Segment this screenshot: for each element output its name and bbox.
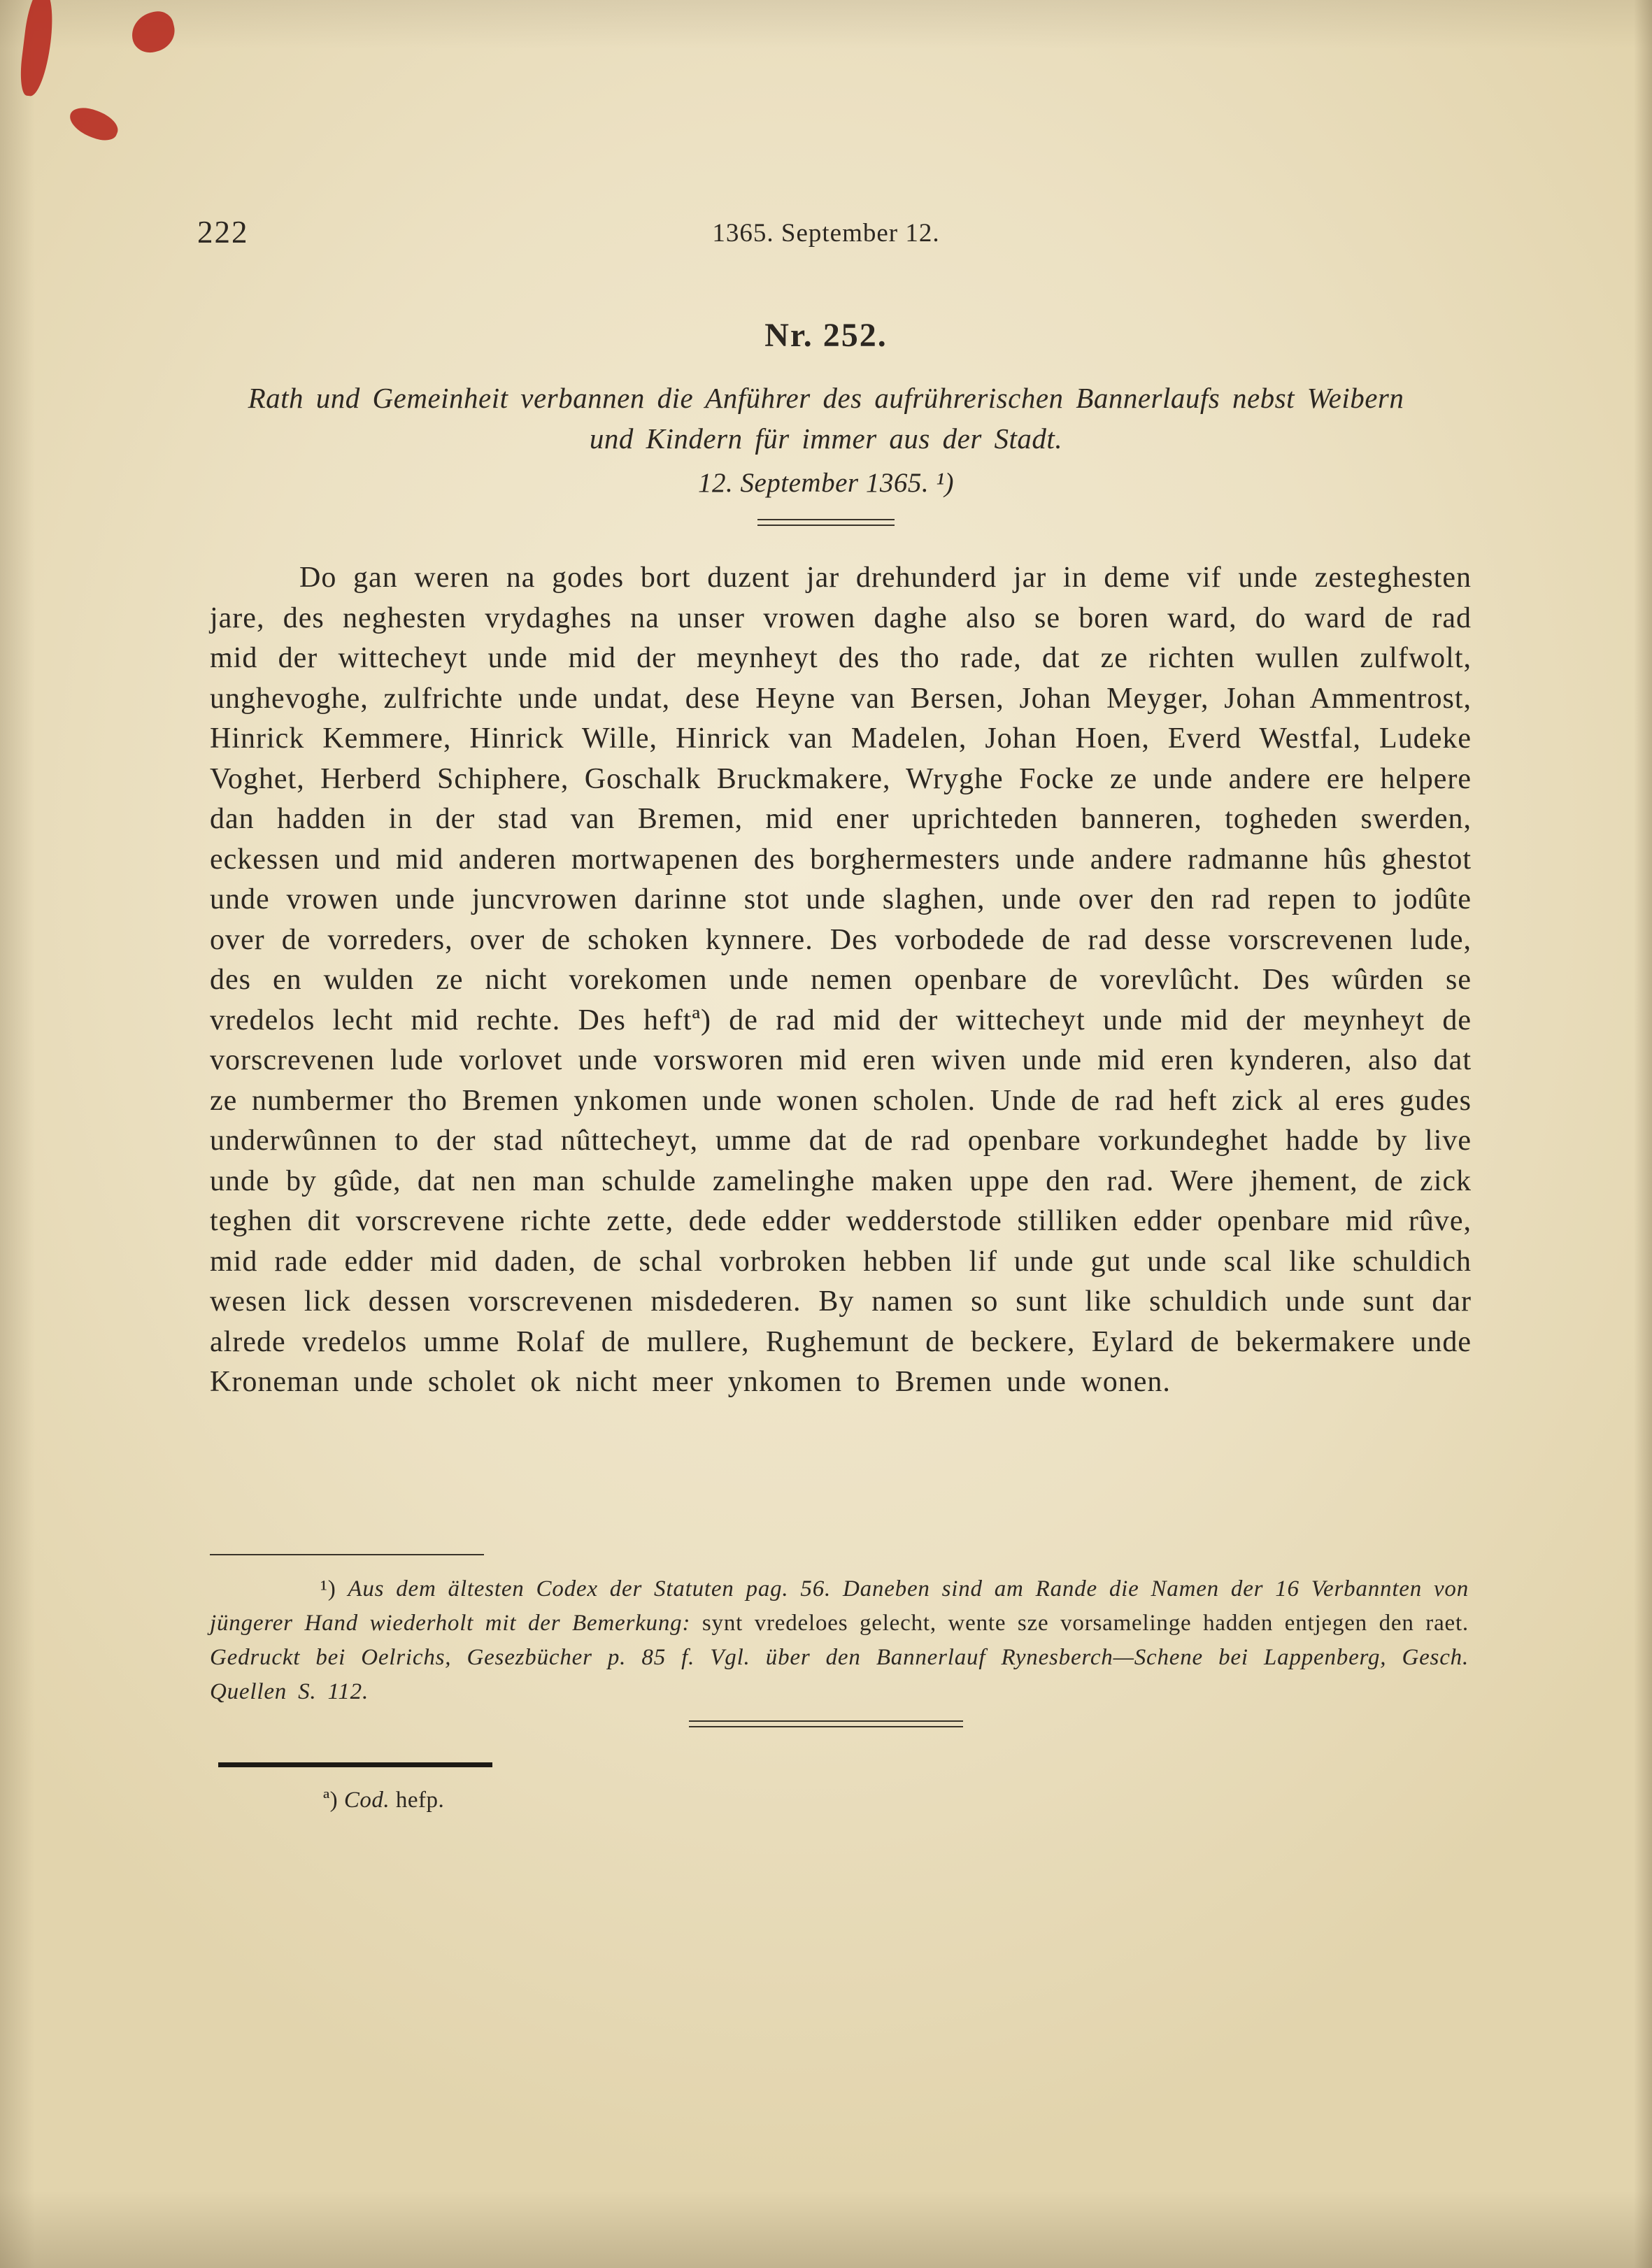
red-ink-mark: [17, 0, 57, 98]
document-summary: Rath und Gemeinheit verbannen die Anführer des aufrührerischen Bannerlaufs nebst Weibern und Kindern für immer aus der Stadt.: [248, 382, 1404, 455]
apparatus-note: [323, 1788, 444, 1813]
running-header: 1365. September 12.: [712, 219, 940, 248]
apparatus-reading: hefp.: [395, 1788, 445, 1813]
red-ink-mark: [66, 102, 122, 145]
apparatus-marker: ª): [323, 1788, 339, 1813]
red-ink-mark: [127, 8, 179, 56]
footnote-separator-rule: [210, 1554, 484, 1555]
footnote-segment-italic: Aus dem ältesten Codex der Statuten pag. 56. Daneben sind am Rande die Namen der 16 Verbannten von jüngerer Hand wiederholt mit der Bemerkung:: [210, 1576, 1469, 1636]
end-divider-rule: [689, 1720, 963, 1727]
page-number: 222: [197, 215, 249, 250]
date-line: 12. September 1365. ¹): [697, 468, 955, 498]
page-header: [0, 215, 1652, 250]
footnote-segment-roman: synt vredeloes gelecht, wente sze vorsamelinge hadden entjegen den raet.: [702, 1611, 1469, 1636]
apparatus-source: Cod.: [343, 1788, 390, 1813]
footnote-text: [210, 1572, 1469, 1709]
footnote-segment-italic: Gedruckt bei Oelrichs, Gesezbücher p. 85 f. Vgl. über den Bannerlauf Rynesberch—Schene bei Lappenberg, Gesch. Quellen S. 112.: [210, 1645, 1469, 1704]
document-number-heading: Nr. 252.: [764, 317, 888, 354]
apparatus-separator-rule: [218, 1762, 492, 1767]
footnote-marker: ¹): [320, 1576, 336, 1602]
section-divider-rule: [757, 519, 895, 526]
charter-body-text: Do gan weren na godes bort duzent jar drehunderd jar in deme vif unde zesteghesten jare, des neghesten vrydaghes na unser vrowen daghe also se boren ward, do ward de rad mid der wittecheyt unde mid der meynheyt des tho rade, dat ze richten wullen zulfwolt, unghevoghe, zulfrichte unde undat, dese Heyne van Bersen, Johan Meyger, Johan Ammentrost, Hinrick Kemmere, Hinrick Wille, Hinrick van Madelen, Johan Hoen, Everd Westfal, Ludeke Voghet, Herberd Schiphere, Goschalk Bruckmakere, Wryghe Focke ze unde andere ere helpere dan hadden in der stad van Bremen, mid ener uprichteden banneren, togheden swerden, eckessen und mid anderen mortwapenen des borghermesters unde andere radmanne hûs ghestot unde vrowen unde juncvrowen darinne stot unde slaghen, unde over den rad repen to jodûte over de vorreders, over de schoken kynnere. Des vorbodede de rad desse vorscrevenen lude, des en wulden ze nicht vorekomen unde nemen openbare de vorevlûcht. Des wûrden se vredelos lecht mid rechte. Des heftª) de rad mid der wittecheyt unde mid der meynheyt de vorscrevenen lude vorlovet unde vorsworen mid eren wiven unde mid eren kynderen, also dat ze numbermer tho Bremen ynkomen unde wonen scholen. Unde de rad heft zick al eres gudes underwûnnen to der stad nûttecheyt, umme dat de rad openbare vorkundeghet hadde by live unde by gûde, dat nen man schulde zamelinghe maken uppe den rad. Were jhement, de zick teghen dit vorscrevene richte zette, dede edder wedderstode stilliken edder openbare mid rûve, mid rade edder mid daden, de schal vorbroken hebben lif unde gut unde scal like schuldich wesen lick dessen vorscrevenen misdederen. By namen so sunt like schuldich unde sunt dar alrede vredelos umme Rolaf de mullere, Rughemunt de beckere, Eylard de bekermakere unde Kroneman unde scholet ok nicht meer ynkomen to Bremen unde wonen.: [210, 562, 1472, 1398]
